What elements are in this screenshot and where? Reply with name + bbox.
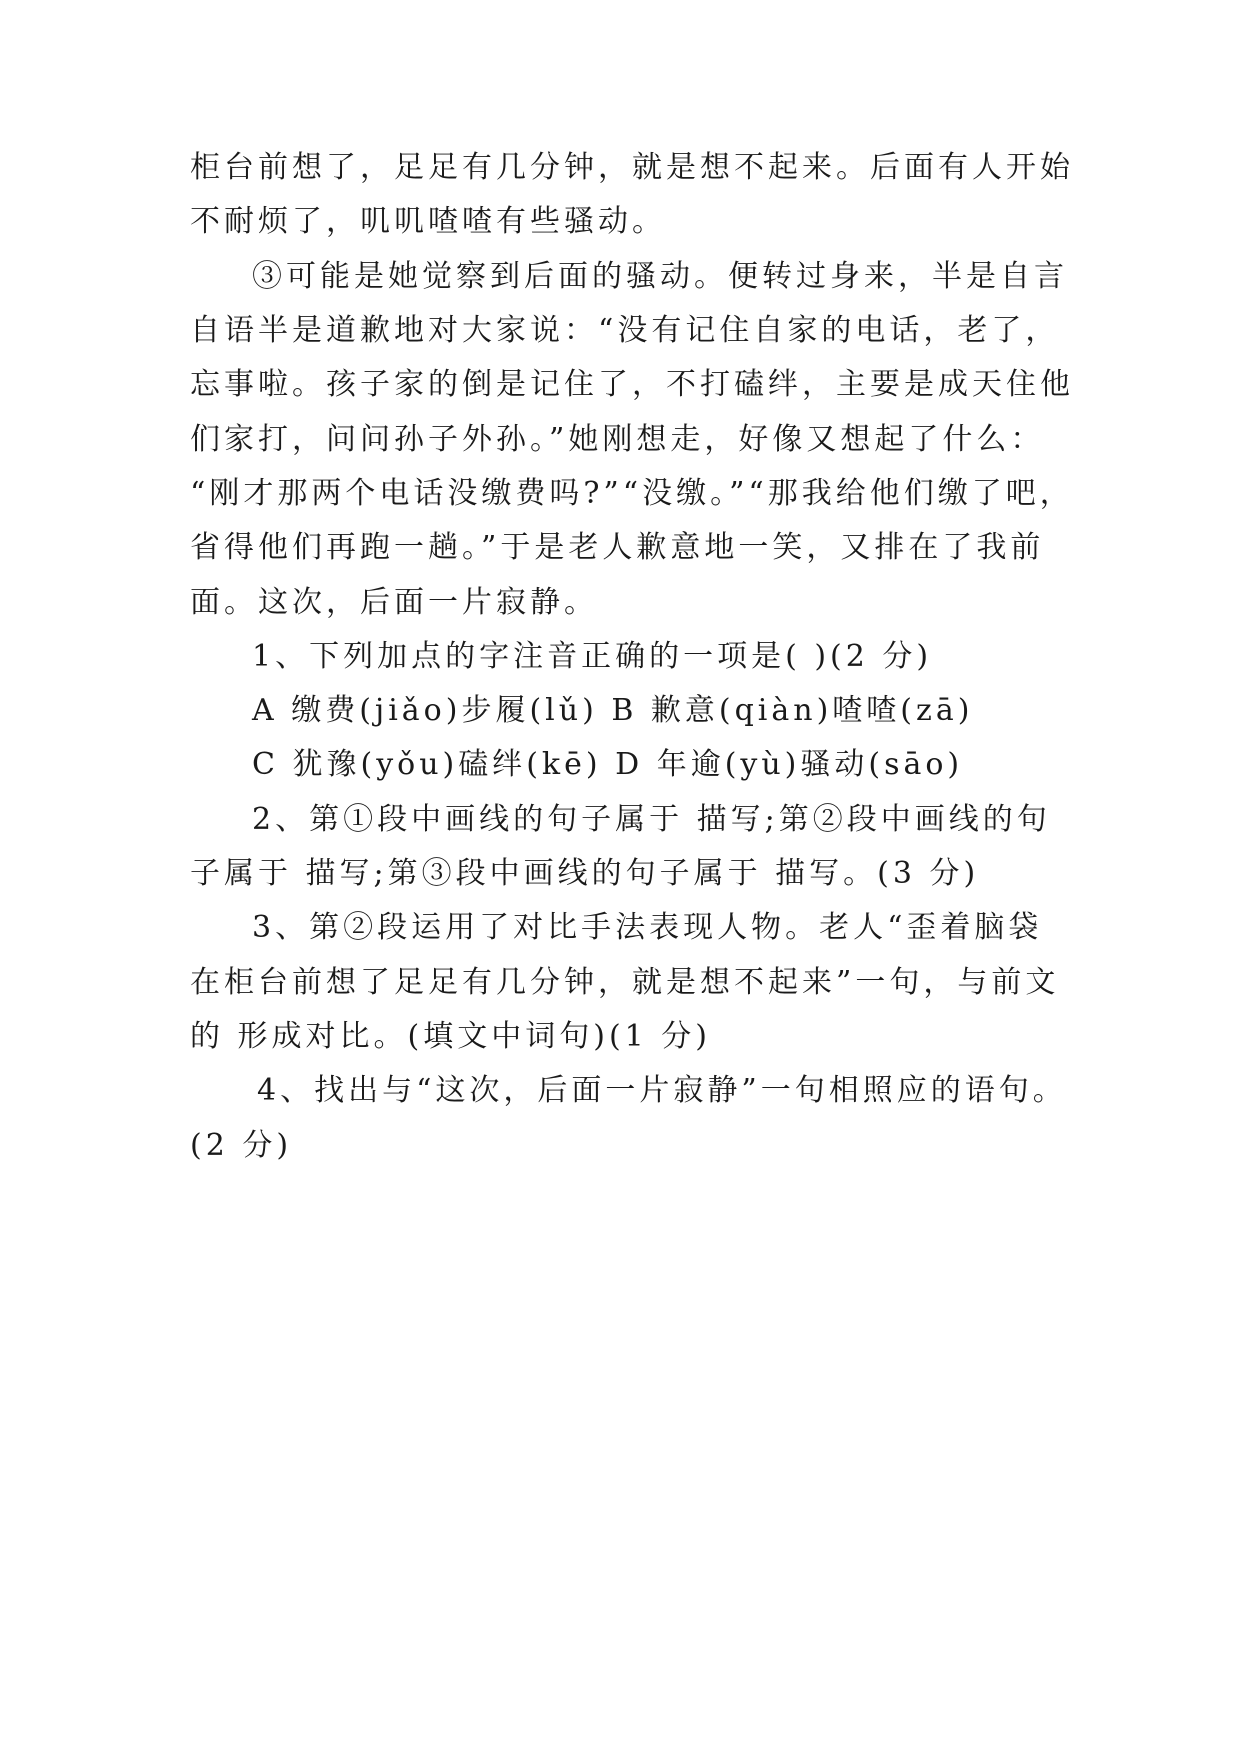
passage-line: “刚才那两个电话没缴费吗?”“没缴。”“那我给他们缴了吧，: [190, 476, 1074, 511]
question-3: 3、第②段运用了对比手法表现人物。老人“歪着脑袋: [252, 910, 1043, 945]
paragraph-3-start: ③可能是她觉察到后面的骚动。便转过身来，半是自言: [252, 259, 1068, 294]
passage-line: 面。这次，后面一片寂静。: [190, 585, 598, 620]
question-2: 2、第①段中画线的句子属于 描写;第②段中画线的句: [252, 802, 1051, 837]
question-1: 1、下列加点的字注音正确的一项是( )(2 分): [252, 639, 933, 674]
question-4-cont: (2 分): [190, 1128, 293, 1163]
passage-line: 自语半是道歉地对大家说：“没有记住自家的电话，老了，: [190, 313, 1060, 348]
passage-line: 柜台前想了，足足有几分钟，就是想不起来。后面有人开始: [190, 150, 1074, 185]
question-2-cont: 子属于 描写;第③段中画线的句子属于 描写。(3 分): [190, 856, 980, 891]
question-1-options-ab: A 缴费(jiǎo)步履(lǔ) B 歉意(qiàn)喳喳(zā): [252, 693, 974, 728]
question-4: 4、找出与“这次，后面一片寂静”一句相照应的语句。: [257, 1073, 1067, 1108]
passage-line: 忘事啦。孩子家的倒是记住了，不打磕绊，主要是成天住他: [190, 367, 1074, 402]
question-3-cont: 的 形成对比。(填文中词句)(1 分): [190, 1019, 711, 1054]
question-3-cont: 在柜台前想了足足有几分钟，就是想不起来”一句，与前文: [190, 965, 1060, 1000]
passage-line: 们家打，问问孙子外孙。”她刚想走，好像又想起了什么：: [190, 422, 1045, 457]
passage-line: 省得他们再跑一趟。”于是老人歉意地一笑，又排在了我前: [190, 530, 1045, 565]
passage-line: 不耐烦了，叽叽喳喳有些骚动。: [190, 204, 666, 239]
question-1-options-cd: C 犹豫(yǒu)磕绊(kē) D 年逾(yù)骚动(sāo): [252, 747, 964, 782]
